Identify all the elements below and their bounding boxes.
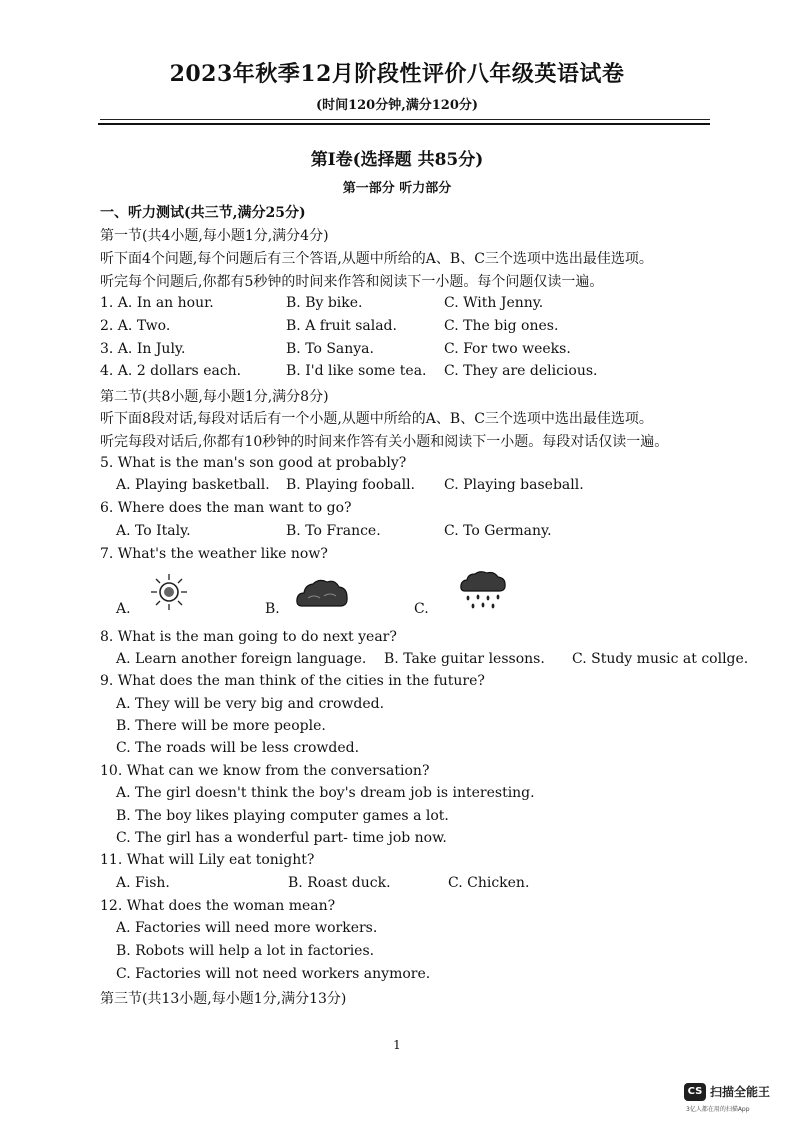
s1-heading: 第一节(共4小题,每小题1分,满分4分) <box>100 228 329 244</box>
q3-option-b: B. To Sanya. <box>286 341 374 357</box>
watermark-tagline: 3亿人都在用的扫描App <box>686 1106 750 1113</box>
header-rule-thin <box>100 119 710 120</box>
scanner-watermark <box>684 1083 794 1117</box>
q12-option-a: A. Factories will need more workers. <box>116 920 378 936</box>
q8-question: 8. What is the man going to do next year? <box>100 629 397 645</box>
cloud-icon <box>294 576 350 612</box>
q5-question: 5. What is the man's son good at probably? <box>100 455 407 471</box>
q4-option-c: C. They are delicious. <box>444 363 598 379</box>
exam-title: 2023年秋季12月阶段性评价八年级英语试卷 <box>169 61 625 87</box>
q1-option-c: C. With Jenny. <box>444 295 544 311</box>
q2-option-a: 2. A. Two. <box>100 318 171 334</box>
s3-heading: 第三节(共13小题,每小题1分,满分13分) <box>100 991 347 1007</box>
q9-option-b: B. There will be more people. <box>116 718 326 734</box>
q3-option-c: C. For two weeks. <box>444 341 571 357</box>
q8-option-c: C. Study music at collge. <box>572 651 749 667</box>
s2-instruction-1: 听下面8段对话,每段对话后有一个小题,从题中所给的A、B、C三个选项中选出最佳选项。 <box>100 411 653 427</box>
q10-question: 10. What can we know from the conversation? <box>100 763 430 779</box>
q10-option-c: C. The girl has a wonderful part- time job now. <box>116 830 447 846</box>
s2-instruction-2: 听完每段对话后,你都有10秒钟的时间来作答有关小题和阅读下一小题。每段对话仅读一遍。 <box>100 434 669 450</box>
q7-option-c-label: C. <box>414 601 429 617</box>
q2-option-b: B. A fruit salad. <box>286 318 397 334</box>
q12-option-c: C. Factories will not need workers anymore. <box>116 966 431 982</box>
q2-option-c: C. The big ones. <box>444 318 559 334</box>
sun-icon <box>146 572 192 612</box>
q10-option-b: B. The boy likes playing computer games a lot. <box>116 808 449 824</box>
q12-question: 12. What does the woman mean? <box>100 898 336 914</box>
q10-option-a: A. The girl doesn't think the boy's dream job is interesting. <box>116 785 535 801</box>
q3-option-a: 3. A. In July. <box>100 341 186 357</box>
header-rule-thick <box>98 123 710 125</box>
q9-question: 9. What does the man think of the cities in the future? <box>100 673 485 689</box>
q7-option-b-label: B. <box>265 601 280 617</box>
q9-option-a: A. They will be very big and crowded. <box>116 696 385 712</box>
s1-instruction-2: 听完每个问题后,你都有5秒钟的时间来作答和阅读下一小题。每个问题仅读一遍。 <box>100 274 604 290</box>
q8-option-b: B. Take guitar lessons. <box>384 651 545 667</box>
q8-option-a: A. Learn another foreign language. <box>116 651 367 667</box>
q4-option-a: 4. A. 2 dollars each. <box>100 363 242 379</box>
q9-option-c: C. The roads will be less crowded. <box>116 740 360 756</box>
watermark-name: 扫描全能王 <box>710 1085 771 1099</box>
q11-option-b: B. Roast duck. <box>288 875 391 891</box>
s1-instruction-1: 听下面4个问题,每个问题后有三个答语,从题中所给的A、B、C三个选项中选出最佳选项。 <box>100 251 653 267</box>
q5-option-b: B. Playing fooball. <box>286 477 416 493</box>
scanner-logo-icon: CS <box>684 1083 706 1101</box>
q4-option-b: B. I'd like some tea. <box>286 363 427 379</box>
q6-question: 6. Where does the man want to go? <box>100 500 352 516</box>
q11-question: 11. What will Lily eat tonight? <box>100 852 315 868</box>
volume-heading: 第I卷(选择题 共85分) <box>310 150 484 170</box>
q6-option-a: A. To Italy. <box>116 523 191 539</box>
q6-option-c: C. To Germany. <box>444 523 552 539</box>
q12-option-b: B. Robots will help a lot in factories. <box>116 943 375 959</box>
exam-subtitle: (时间120分钟,满分120分) <box>315 98 479 113</box>
q7-question: 7. What's the weather like now? <box>100 546 328 562</box>
q1-option-b: B. By bike. <box>286 295 363 311</box>
q7-option-a-label: A. <box>116 601 131 617</box>
s2-heading: 第二节(共8小题,每小题1分,满分8分) <box>100 389 329 405</box>
q1-option-a: 1. A. In an hour. <box>100 295 214 311</box>
q11-option-c: C. Chicken. <box>448 875 530 891</box>
section-heading: 一、听力测试(共三节,满分25分) <box>100 205 306 221</box>
part-heading: 第一部分 听力部分 <box>342 181 452 196</box>
q5-option-c: C. Playing baseball. <box>444 477 584 493</box>
q5-option-a: A. Playing basketball. <box>116 477 270 493</box>
q11-option-a: A. Fish. <box>116 875 170 891</box>
q6-option-b: B. To France. <box>286 523 381 539</box>
page-number: 1 <box>393 1038 401 1052</box>
rain-cloud-icon <box>458 570 508 612</box>
